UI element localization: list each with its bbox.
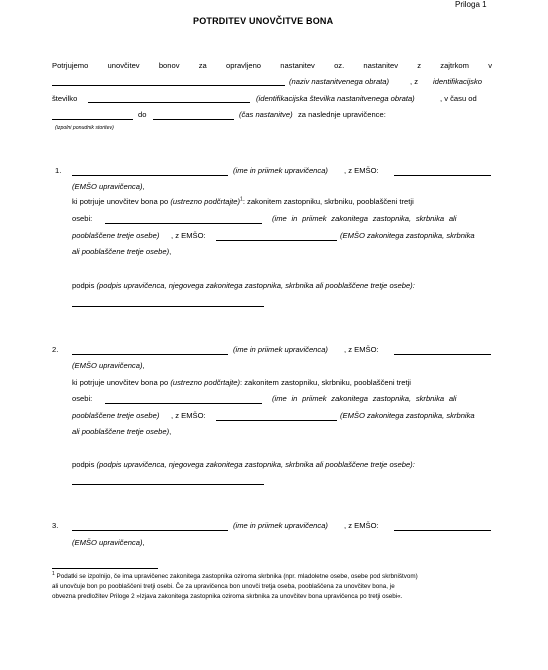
hint-underline-applicable: (ustrezno podčrtajte) [170,378,241,387]
signature-label: podpis [72,281,95,290]
footnote-mark: 1 [52,570,55,577]
hint-rep-name-1: (ime in priimek zakonitega zastopnika, skrbnika ali [272,394,457,403]
hint-signature: (podpis upravičenca, njegovega zakonitega zastopnika, skrbnika ali pooblaščene tretje osebe): [96,281,415,290]
footnote-separator [52,568,158,569]
comma: , [142,182,145,191]
hint-emso: (EMŠO upravičenca) [72,538,143,547]
hint-stay-period: (čas nastanitve) [239,110,293,119]
hint-emso-line [72,182,145,191]
number-word: številko [52,94,78,103]
entry-number: 3. [52,521,59,530]
hint-filled-by-provider: (izpolni ponudnik storitev) [55,125,114,131]
signature-field[interactable] [72,306,264,307]
person-name-field[interactable] [72,175,228,176]
entry-number: 2. [52,345,59,354]
hint-rep-emso-2: ali pooblaščene tretje osebe) [72,247,170,256]
hint-emso-line [72,538,145,547]
footnote-line-3: obvezna predložitev Priloge 2 »Izjava zakonitega zastopnika oziroma skrbnika za unovčitev bona upravičenca po tretji osebi«. [52,593,403,600]
hint-emso-line [72,361,145,370]
identification-word: identifikacijsko [433,77,482,86]
person-label: osebi: [72,214,93,223]
redeems-pre: ki potrjuje unovčitev bona po [72,197,169,206]
redeems-line [72,378,411,387]
hint-person-name: (ime in priimek upravičenca) [233,521,328,530]
document-title: POTRDITEV UNOVČITVE BONA [193,16,334,26]
hint-establishment-name: (naziv nastanitvenega obrata) [289,77,390,86]
hint-rep-name-2: pooblaščene tretje osebe) [72,231,160,240]
rep-name-field[interactable] [105,403,262,404]
rep-emso-label: , z EMŠO: [171,231,206,240]
rep-name-field[interactable] [105,223,262,224]
hint-rep-emso-line-2 [72,427,171,436]
comma: , [169,427,172,436]
emso-field[interactable] [394,354,491,355]
hint-rep-emso-1: (EMŠO zakonitega zastopnika, skrbnika [340,411,475,420]
date-to-line[interactable] [153,119,234,120]
rep-emso-label: , z EMŠO: [171,411,206,420]
hint-rep-name-2: pooblaščene tretje osebe) [72,411,160,420]
emso-label: , z EMŠO: [344,345,379,354]
hint-rep-name-1: (ime in priimek zakonitega zastopnika, skrbnika ali [272,214,457,223]
emso-field[interactable] [394,175,491,176]
comma: , [142,538,145,547]
person-label: osebi: [72,394,93,403]
date-from-line[interactable] [52,119,133,120]
period-from-label: , v času od [440,94,477,103]
name-field-line[interactable] [52,85,285,86]
hint-emso: (EMŠO upravičenca) [72,182,143,191]
redeems-post: : zakonitem zastopniku, skrbniku, pooblaščeni tretji [242,197,414,206]
footnote-text-1: Podatki se izpolnijo, če ima upravičenec zakonitega zastopnika oziroma skrbnika (npr. mladoletne osebe, osebe pod skrbništvom) [56,573,418,580]
emso-field[interactable] [394,530,491,531]
redeems-line [72,197,414,206]
hint-underline-applicable: (ustrezno podčrtajte) [170,197,241,206]
comma: , [169,247,172,256]
attachment-label: Priloga 1 [455,0,487,9]
entry-number: 1. [55,166,62,175]
redeems-pre: ki potrjuje unovčitev bona po [72,378,169,387]
footnote-line-2: ali unovčuje bon po pooblaščeni tretji osebi. Če za upravičenca bon unovči tretja oseba, pooblaščena za unovčitev bona, je [52,583,395,590]
id-field-line[interactable] [88,102,250,103]
hint-signature: (podpis upravičenca, njegovega zakonitega zastopnika, skrbnika ali pooblaščene tretje osebe): [96,460,415,469]
intro-line-1: Potrjujemo unovčitev bonov za opravljeno nastanitev oz. nastanitev z zajtrkom v [52,61,492,70]
hint-rep-emso-1: (EMŠO zakonitega zastopnika, skrbnika [340,231,475,240]
period-to-label: do [138,110,147,119]
emso-label: , z EMŠO: [344,166,379,175]
hint-id-number: (identifikacijska številka nastanitvenega obrata) [256,94,415,103]
person-name-field[interactable] [72,530,228,531]
hint-emso: (EMŠO upravičenca) [72,361,143,370]
signature-line-label [72,460,415,469]
comma: , [142,361,145,370]
redeems-post: : zakonitem zastopniku, skrbniku, pooblaščeni tretji [240,378,411,387]
hint-rep-emso-line-2 [72,247,171,256]
signature-field[interactable] [72,484,264,485]
person-name-field[interactable] [72,354,228,355]
signature-label: podpis [72,460,95,469]
beneficiaries-label: za naslednje upravičence: [298,110,386,119]
rep-emso-field[interactable] [216,420,337,421]
footnote-ref[interactable]: 1 [240,196,243,203]
rep-emso-field[interactable] [216,240,337,241]
emso-label: , z EMŠO: [344,521,379,530]
hint-person-name: (ime in priimek upravičenca) [233,345,328,354]
hint-rep-emso-2: ali pooblaščene tretje osebe) [72,427,170,436]
footnote-line-1 [52,570,418,580]
signature-line-label [72,281,415,290]
hint-person-name: (ime in priimek upravičenca) [233,166,328,175]
after-name-text: , z [410,77,419,86]
